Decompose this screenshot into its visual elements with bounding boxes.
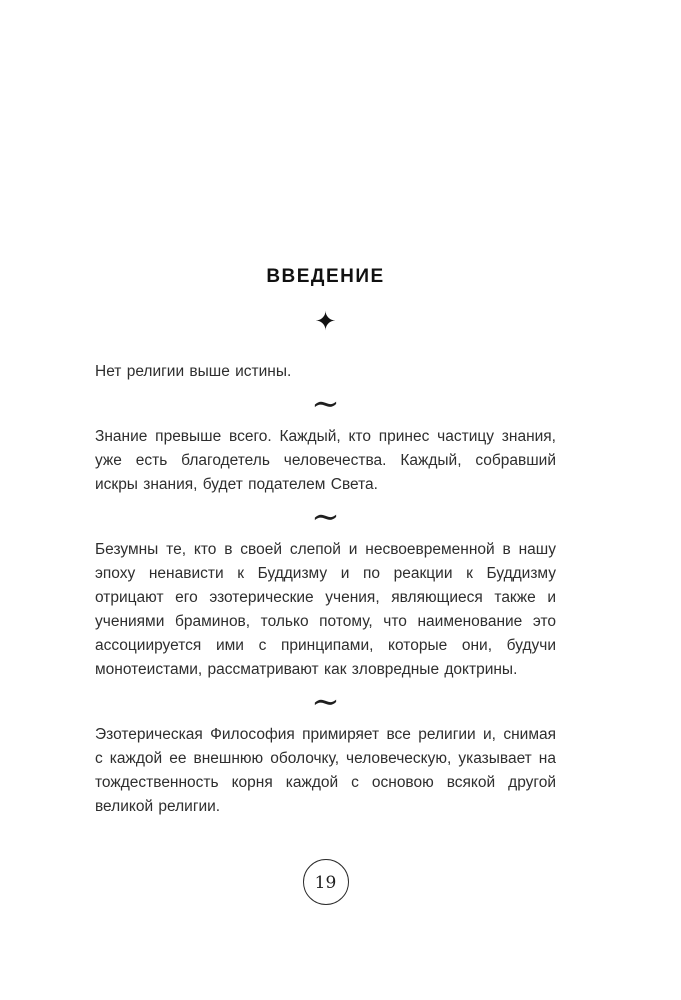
paragraph: Нет религии выше истины.: [95, 363, 292, 380]
paragraph: Знание превыше всего. Каждый, кто принес частицу знания, уже есть благодетель человечества. Каждый, собравший искры знания, будет подателем Света.: [95, 428, 556, 493]
swash-divider-icon: ∼: [311, 384, 340, 424]
swash-divider-icon: ∼: [311, 682, 340, 722]
swash-divider-icon: ∼: [311, 497, 340, 537]
paragraph: Эзотерическая Философия примиряет все религии и, снимая с каждой ее внешнюю оболочку, человеческую, указывает на тождественность корня каждой с основою всякой другой великой религии.: [95, 726, 556, 815]
page-number: 19: [303, 859, 349, 905]
star-ornament-icon: ✦: [314, 306, 337, 336]
chapter-title: ВВЕДЕНИЕ: [266, 266, 385, 287]
paragraph: Безумны те, кто в своей слепой и несвоевременной в нашу эпоху ненависти к Буддизму и по реакции к Буддизму отрицают его эзотерические учения, являющиеся также и учениями браминов, только потому, что наименование это ассоциируется ими с принципами, которые они, будучи монотеистами, рассматривают как зловредные доктрины.: [95, 541, 556, 678]
page-content: [95, 0, 556, 905]
